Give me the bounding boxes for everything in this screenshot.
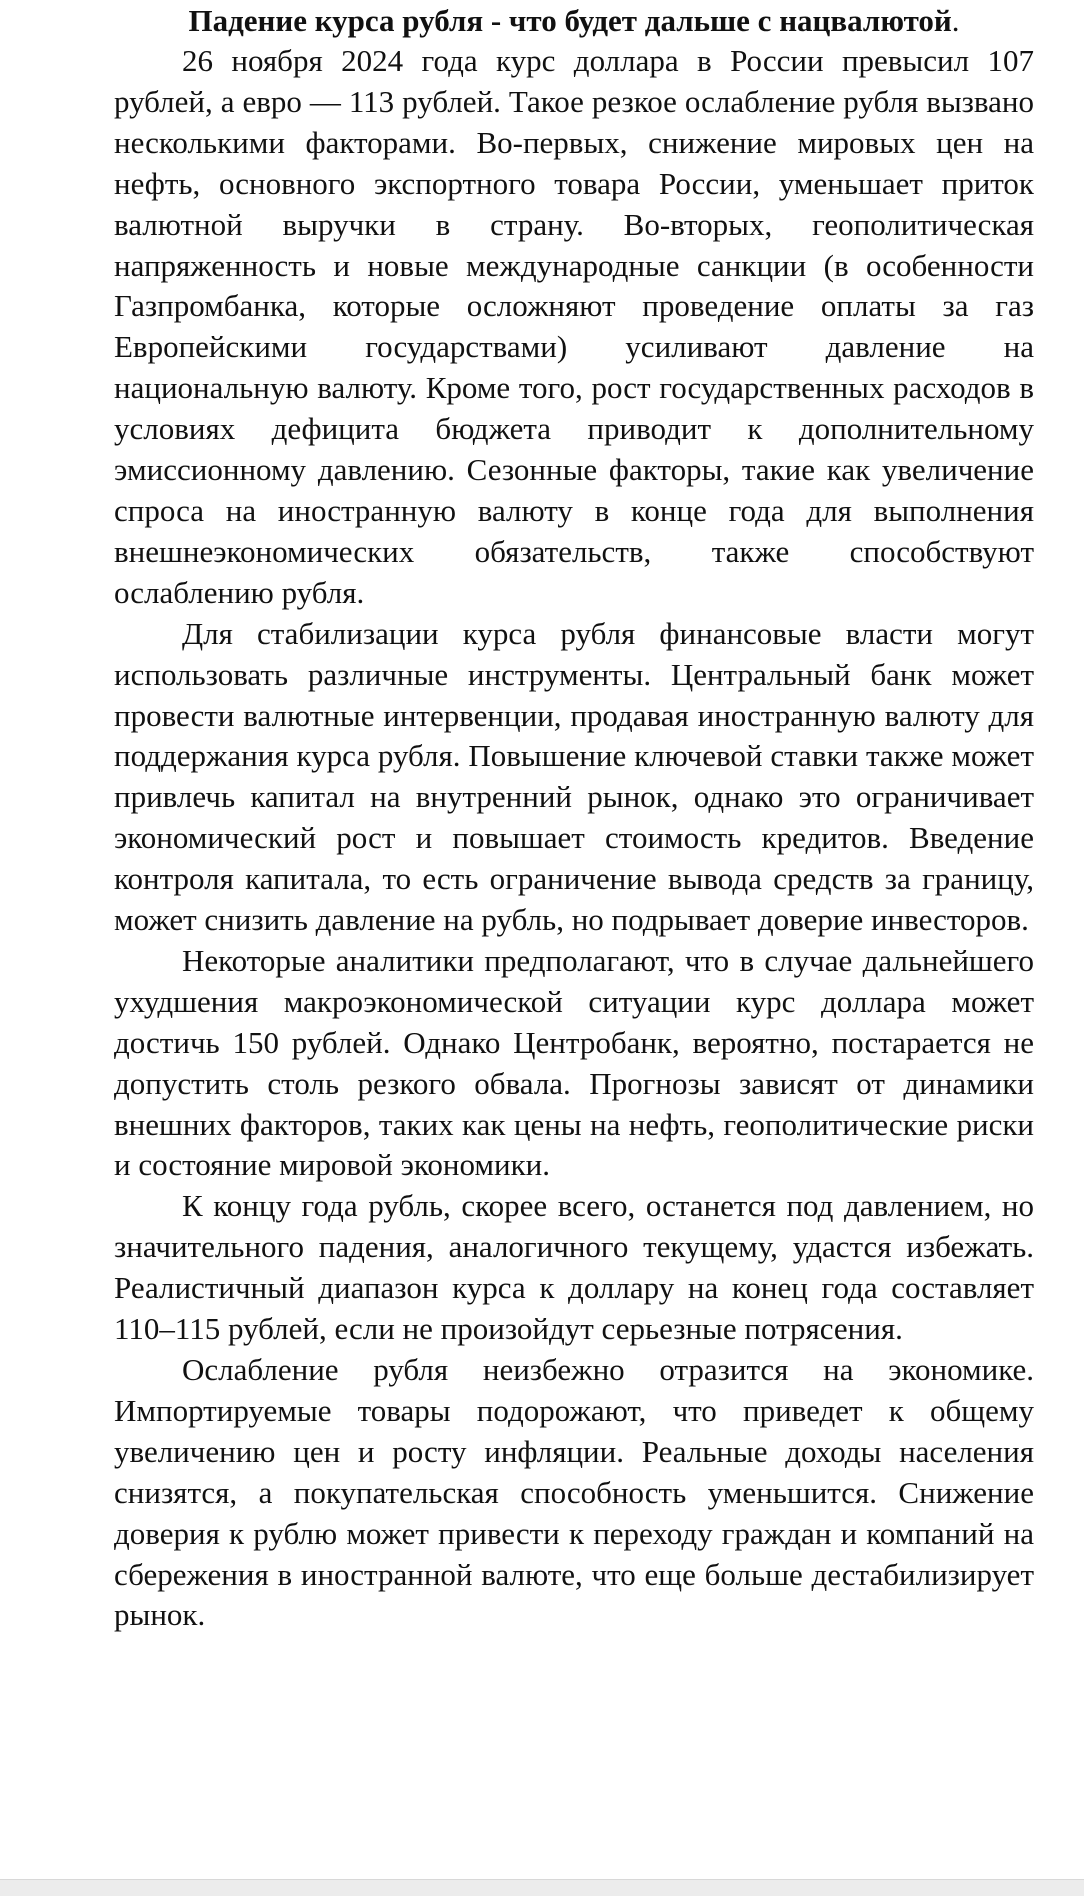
paragraph-4: К концу года рубль, скорее всего, останется под давлением, но значительного падения, аналогичного текущему, удастся избежать. Реалистичный диапазон курса к доллару на конец года составляет 110–115 рублей, если не произойдут серьезные потрясения. <box>114 1188 1034 1347</box>
paragraph-2: Для стабилизации курса рубля финансовые власти могут использовать различные инструменты. Центральный банк может провести валютные интервенции, продавая иностранную валюту для поддержания курса рубля. Повышение ключевой ставки также может привлечь капитал на внутренний рынок, однако это ограничивает экономический рост и повышает стоимость кредитов. Введение контроля капитала, то есть ограничение вывода средств за границу, может снизить давление на рубль, но подрывает доверие инвесторов. <box>114 615 1034 938</box>
document-title <box>114 0 1034 41</box>
document-title-period: . <box>951 3 960 38</box>
paragraph-5: Ослабление рубля неизбежно отразится на экономике. Импортируемые товары подорожают, что приведет к общему увеличению цен и росту инфляции. Реальные доходы населения снизятся, а покупательская способность уменьшится. Снижение доверия к рублю может привести к переходу граждан и компаний на сбережения в иностранной валюте, что еще больше дестабилизирует рынок. <box>114 1352 1034 1633</box>
bottom-scroll-bar[interactable] <box>0 1879 1084 1896</box>
document-title-text: Падение курса рубля - что будет дальше с нацвалютой <box>188 3 952 38</box>
paragraph-3: Некоторые аналитики предполагают, что в случае дальнейшего ухудшения макроэкономической ситуации курс доллара может достичь 150 рублей. Однако Центробанк, вероятно, постарается не допустить столь резкого обвала. Прогнозы зависят от динамики внешних факторов, таких как цены на нефть, геополитические риски и состояние мировой экономики. <box>114 942 1034 1183</box>
paragraph-1: 26 ноября 2024 года курс доллара в России превысил 107 рублей, а евро — 113 рублей. Такое резкое ослабление рубля вызвано несколькими факторами. Во-первых, снижение мировых цен на нефть, основного экспортного товара России, уменьшает приток валютной выручки в страну. Во-вторых, геополитическая напряженность и новые международные санкции (в особенности Газпромбанка, которые осложняют проведение оплаты за газ Европейскими государствами) усиливают давление на национальную валюту. Кроме того, рост государственных расходов в условиях дефицита бюджета приводит к дополнительному эмиссионному давлению. Сезонные факторы, такие как увеличение спроса на иностранную валюту в конце года для выполнения внешнеэкономических обязательств, также способствуют ослаблению рубля. <box>114 43 1034 610</box>
document-page <box>114 0 1034 1636</box>
